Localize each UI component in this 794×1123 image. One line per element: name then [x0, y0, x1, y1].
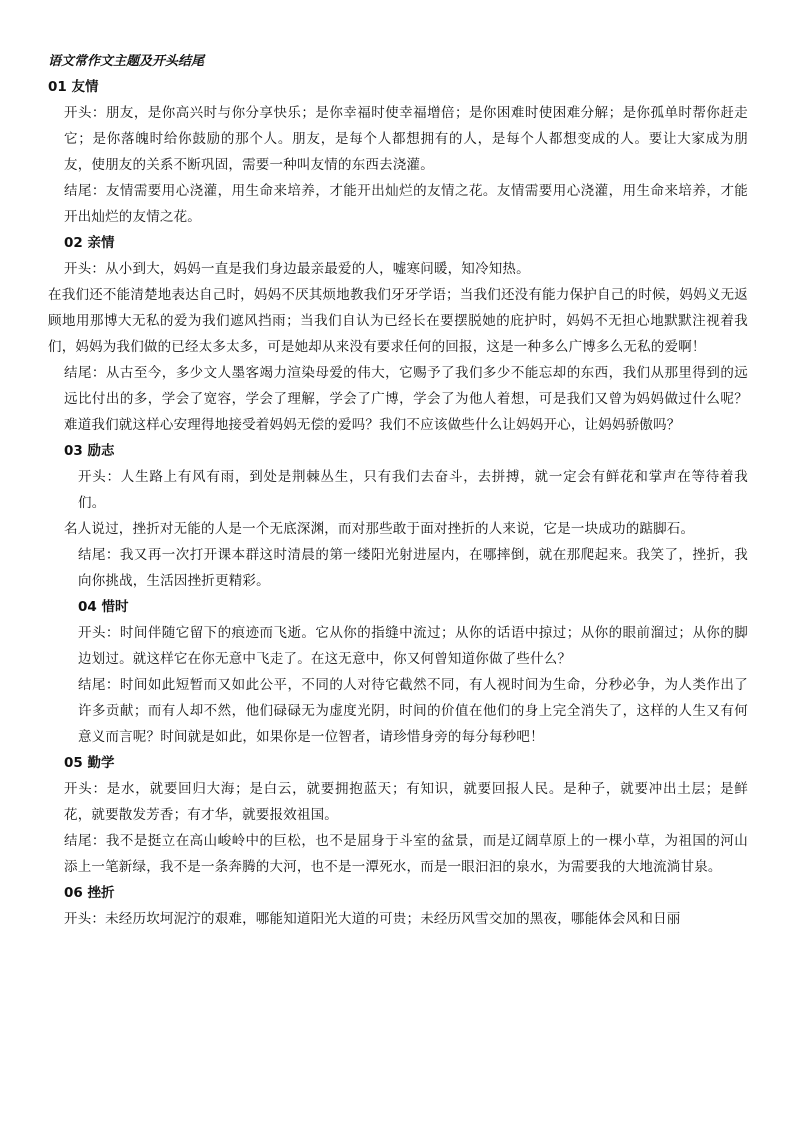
- section-heading: 02 亲情: [64, 235, 115, 251]
- document-page: [48, 50, 748, 932]
- section-setback: [48, 880, 748, 932]
- section-diligence: [48, 750, 748, 880]
- document-title: 语文常作文主题及开头结尾: [48, 54, 205, 69]
- section-heading: 05 勤学: [64, 755, 115, 771]
- ending-paragraph: 结尾：时间如此短暂而又如此公平，不同的人对待它截然不同，有人视时间为生命，分秒必争，为人类作出了许多贡献；而有人却不然，他们碌碌无为虚度光阴，时间的价值在他们的身上完全消失了，这样的人生又有何意义而言呢？时间就是如此，如果你是一位智者，请珍惜身旁的每分每秒吧！: [78, 677, 748, 745]
- section-family: [48, 230, 748, 438]
- opening-paragraph: 开头：人生路上有风有雨，到处是荆棘丛生，只有我们去奋斗，去拼搏，就一定会有鲜花和掌声在等待着我们。: [78, 469, 748, 511]
- section-heading: 01 友情: [48, 79, 99, 95]
- section-friendship: [48, 74, 748, 230]
- section-heading: 06 挫折: [64, 885, 115, 901]
- ending-paragraph: 结尾：友情需要用心浇灌，用生命来培养，才能开出灿烂的友情之花。友情需要用心浇灌，用生命来培养，才能开出灿烂的友情之花。: [64, 183, 748, 225]
- ending-paragraph: 结尾：我不是挺立在高山峻岭中的巨松，也不是屈身于斗室的盆景，而是辽阔草原上的一棵小草，为祖国的河山添上一笔新绿，我不是一条奔腾的大河，也不是一潭死水，而是一眼汩汩的泉水，为需要我的大地流淌甘泉。: [64, 833, 748, 875]
- body-paragraph: 在我们还不能清楚地表达自己时，妈妈不厌其烦地教我们牙牙学语；当我们还没有能力保护自己的时候，妈妈义无返顾地用那博大无私的爱为我们遮风挡雨；当我们自认为已经长在要摆脱她的庇护时，妈妈不无担心地默默注视着我们，妈妈为我们做的已经太多太多，可是她却从来没有要求任何的回报，这是一种多么广博多么无私的爱啊！: [48, 287, 748, 355]
- opening-paragraph: 开头：从小到大，妈妈一直是我们身边最亲最爱的人，嘘寒问暖，知冷知热。: [64, 261, 530, 277]
- section-heading: 04 惜时: [78, 599, 129, 615]
- ending-paragraph: 结尾：从古至今，多少文人墨客竭力渲染母爱的伟大，它赐予了我们多少不能忘却的东西，我们从那里得到的远远比付出的多，学会了宽容，学会了理解，学会了广博，学会了为他人着想，可是我们又曾为妈妈做过什么呢？难道我们就这样心安理得地接受着妈妈无偿的爱吗？我们不应该做些什么让妈妈开心，让妈妈骄傲吗？: [64, 365, 748, 433]
- opening-paragraph: 开头：朋友，是你高兴时与你分享快乐；是你幸福时使幸福增倍；是你困难时使困难分解；是你孤单时帮你赶走它；是你落魄时给你鼓励的那个人。朋友，是每个人都想拥有的人，是每个人都想变成的人。要让大家成为朋友，使朋友的关系不断巩固，需要一种叫友情的东西去浇灌。: [64, 105, 748, 173]
- section-heading: 03 励志: [64, 443, 115, 459]
- opening-paragraph: 开头：未经历坎坷泥泞的艰难，哪能知道阳光大道的可贵；未经历风雪交加的黑夜，哪能体会风和日丽: [64, 911, 681, 927]
- opening-paragraph: 开头：是水，就要回归大海；是白云，就要拥抱蓝天；有知识，就要回报人民。是种子，就要冲出土层；是鲜花，就要散发芳香；有才华，就要报效祖国。: [64, 781, 748, 823]
- opening-paragraph: 开头：时间伴随它留下的痕迹而飞逝。它从你的指缝中流过；从你的话语中掠过；从你的眼前溜过；从你的脚边划过。就这样它在你无意中飞走了。在这无意中，你又何曾知道你做了些什么？: [78, 625, 748, 667]
- quote-paragraph: 名人说过，挫折对无能的人是一个无底深渊，而对那些敢于面对挫折的人来说，它是一块成功的踮脚石。: [64, 521, 695, 537]
- ending-paragraph: 结尾：我又再一次打开课本群这时清晨的第一缕阳光射进屋内，在哪摔倒，就在那爬起来。我笑了，挫折，我向你挑战，生活因挫折更精彩。: [78, 547, 748, 589]
- section-inspiration: [48, 438, 748, 594]
- section-cherish-time: [48, 594, 748, 750]
